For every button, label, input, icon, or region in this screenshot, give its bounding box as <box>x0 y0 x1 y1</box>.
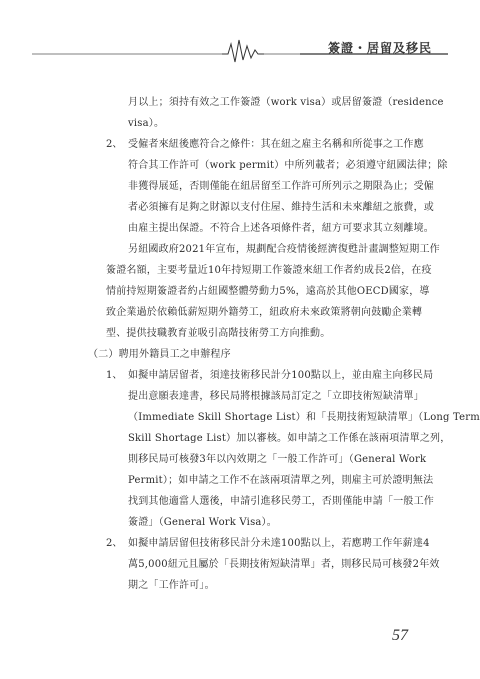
list-number: 1、 <box>106 370 123 381</box>
text-line: 則移民局可核發3年以內效期之「一般工作許可」（General Work <box>128 454 427 465</box>
text-line: 萬5,000紐元且屬於「長期技術短缺清單」者，則移民局可核發2年效 <box>128 559 440 570</box>
header-title: 簽證・居留及移民 <box>328 41 433 55</box>
text-line: 非獲得展延，否則僅能在紐居留至工作許可所列示之期限為止；受僱 <box>128 181 434 192</box>
text-line: 型、提供技職教育並吸引高階技術勞工方向推動。 <box>106 328 331 339</box>
text-line: Skill Shortage List）加以審核。如申請之工作係在該兩項清單之列， <box>128 433 451 444</box>
page-number: 57 <box>392 627 408 644</box>
page-header <box>0 0 480 70</box>
text-line: 符合其工作許可（work permit）中所列載者；必須遵守紐國法律；除 <box>128 160 448 171</box>
text-line: 由雇主提出保證。不符合上述各項條件者，紐方可要求其立刻離境。 <box>128 223 434 234</box>
text-line: 如擬申請居留者，須達技術移民計分100點以上，並由雇主向移民局 <box>128 370 434 381</box>
text-line: 簽證」（General Work Visa）。 <box>128 517 277 528</box>
text-line: Permit）；如申請之工作不在該兩項清單之列，則雇主可於證明無法 <box>128 475 434 486</box>
text-line: 找到其他適當人選後，申請引進移民勞工，否則僅能申請「一般工作 <box>128 496 434 507</box>
section-heading: （二）聘用外籍員工之申辦程序 <box>88 349 231 360</box>
text-line: 受僱者來紐後應符合之條件：其在紐之雇主名稱和所從事之工作應 <box>128 139 424 150</box>
list-number: 2、 <box>106 538 123 549</box>
text-line: 提出意願表達書，移民局將根據該局訂定之「立即技術短缺清單」 <box>128 391 424 402</box>
text-line: 另紐國政府2021年宣布，規劃配合疫情後經濟復甦計畫調整短期工作 <box>128 244 440 255</box>
header-decoration <box>0 0 480 70</box>
list-number: 2、 <box>106 139 123 150</box>
text-line: 月以上；須持有效之工作簽證（work visa）或居留簽證（residence <box>128 97 444 108</box>
text-line: 簽證名額，主要考量近10年持短期工作簽證來紐工作者約成長2倍，在疫 <box>106 265 432 276</box>
text-line: 如擬申請居留但技術移民計分未達100點以上，若應聘工作年薪達4 <box>128 538 430 549</box>
text-line: （Immediate Skill Shortage List）和「長期技術短缺清單」（Long Term <box>128 412 480 423</box>
text-line: 致企業過於依賴低薪短期外籍勞工，紐政府未來政策將朝向鼓勵企業轉 <box>106 307 423 318</box>
text-line: 期之「工作許可」。 <box>128 580 215 591</box>
text-line: visa）。 <box>128 118 165 129</box>
text-line: 者必須擁有足夠之財源以支付住屋、維持生活和未來離紐之旅費，或 <box>128 202 434 213</box>
text-line: 情前持短期簽證者約占紐國整體勞動力5%，遠高於其他OECD國家，導 <box>106 286 430 297</box>
